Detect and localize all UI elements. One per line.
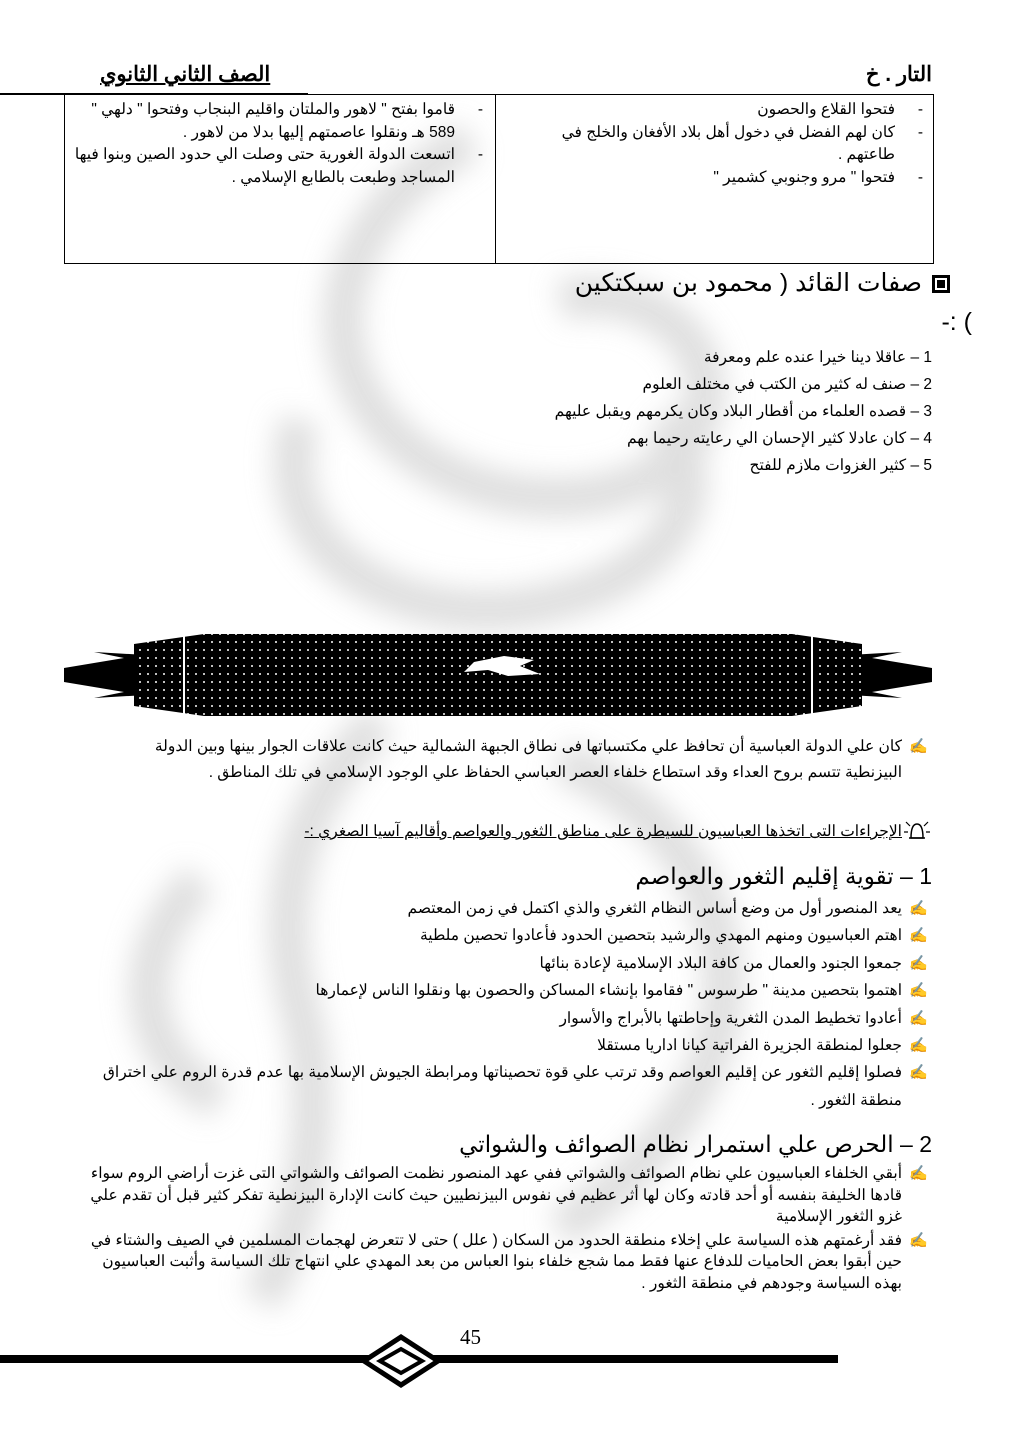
list-item: ✍ فصلوا إقليم الثغور عن إقليم العواصم وقد ترتب علي قوة تحصيناتها ومرابطة الجيوش الإسلامية بها عدم قدرة الروم علي اختراق منطقة الثغور .	[88, 1059, 928, 1114]
section2-heading: 2 – الحرص علي استمرار نظام الصوائف والشواتي	[459, 1131, 932, 1157]
list-item: ✍ يعد المنصور أول من وضع أساس النظام الثغري والذي اكتمل في زمن المعتصم	[88, 895, 928, 922]
pen-icon: ✍	[909, 1009, 928, 1027]
history-label: التار . خ	[865, 63, 932, 86]
square-bullet-icon	[932, 275, 950, 293]
pen-icon: ✍	[909, 1037, 928, 1055]
pen-icon: ✍	[909, 1165, 928, 1182]
trait-item: 2 – صنف له كثير من الكتب في مختلف العلوم	[642, 376, 932, 393]
list-item: - فتحوا " مرو وجنوبي كشمير "	[713, 168, 923, 186]
pen-icon: ✍	[909, 1064, 928, 1082]
pen-icon: ✍	[909, 954, 928, 972]
leader-heading-cont: ) :-	[941, 308, 972, 336]
list-item: ✍ جعلوا لمنطقة الجزيرة الفراتية كيانا اداريا مستقلا	[88, 1032, 928, 1059]
procedures-label: الإجراءات التى اتخذها العباسيون للسيطرة على مناطق الثغور والعواصم وأقاليم آسيا الصغري :-	[92, 820, 932, 844]
trait-item: 5 – كثير الغزوات ملازم للفتح	[749, 457, 932, 474]
leader-traits	[372, 344, 932, 479]
bell-icon	[902, 816, 932, 844]
list-item: - اتسعت الدولة الغورية حتى وصلت الي حدود الصين وبنوا فيها المساجد وطبعت بالطابع الإسلامي .	[74, 146, 483, 186]
list-item: ✍ أعادوا تخطيط المدن الثغرية وإحاطتها بالأبراج والأسوار	[88, 1005, 928, 1032]
list-item: - كان لهم الفضل في دخول أهل بلاد الأفغان والخلج في طاعتهم .	[561, 123, 923, 163]
list-item: ✍ أبقي الخلفاء العباسيون علي نظام الصوائف والشواتي ففي عهد المنصور نظمت الصوائف والشواتي التى غزت أراضي الروم سواء قادها الخليفة بنفسه أو أحد قادته وكان لها أثر عظيم في نفوس البيزنطيين حيث كانت الإدارة البيزنطية تفكر كثير قبل أن تقدم علي غزو الثغور الإسلامية	[90, 1165, 928, 1225]
table-cell-right	[513, 99, 925, 189]
bullet-row: ✍ كان علي الدولة العباسية أن تحافظ علي مكتسباتها فى نطاق الجبهة الشمالية حيث كانت علاقات الجوار بينها وبين الدولة البيزنطية تتسم بروح العداء وقد استطاع خلفاء العصر العباسي الحفاظ علي الوجود الإسلامي في تلك المناطق .	[148, 734, 928, 786]
pen-icon: ✍	[909, 982, 928, 1000]
dynasty-table	[64, 94, 934, 264]
pen-icon: ✍	[909, 927, 928, 945]
list-item: ✍ جمعوا الجنود والعمال من كافة البلاد الإسلامية لإعادة بنائها	[88, 950, 928, 977]
section1-list	[88, 895, 928, 1114]
section1-heading: 1 – تقوية إقليم الثغور والعواصم	[635, 863, 932, 889]
list-item: ✍ فقد أرغمتهم هذه السياسة علي إخلاء منطقة الحدود من السكان ( علل ) حتى لا تتعرض لهجمات المسلمين في الصيف والشتاء في حين أبقوا بعض الحاميات للدفاع عنها فقط مما شجع خلفاء بنوا العباس من بعد المهدي علي انتهاج تلك السياسة وأثبت العباسيون بهذه السياسة وجودهم في منطقة الثغور .	[90, 1231, 928, 1292]
table-divider	[495, 95, 496, 263]
list-item: ✍ اهتموا بتحصين مدينة " طرسوس " فقاموا بإنشاء المساكن والحصون بها ونقلوا الناس لإعمارها	[88, 977, 928, 1004]
pen-icon: ✍	[909, 738, 928, 755]
decorative-banner	[64, 630, 932, 720]
list-item: ✍ اهتم العباسيون ومنهم المهدي والرشيد بتحصين الحدود فأعادوا تحصين ملطية	[88, 922, 928, 949]
footer-ornament	[358, 1333, 444, 1389]
leader-heading: صفات القائد ( محمود بن سبكتكين	[430, 266, 950, 300]
trait-item: 1 – عاقلا دينا خيرا عنده علم ومعرفة	[703, 349, 932, 366]
list-item: - فتحوا القلاع والحصون	[757, 101, 923, 118]
table-cell-left	[71, 99, 485, 189]
trait-item: 4 – كان عادلا كثير الإحسان الي رعايته رحيما بهم	[626, 430, 932, 447]
pen-icon: ✍	[909, 1231, 928, 1249]
pen-icon: ✍	[909, 900, 928, 917]
subject-title: الصف الثاني الثانوي	[100, 63, 271, 86]
trait-item: 3 – قصده العلماء من أقطار البلاد وكان يكرمهم ويقبل عليهم	[554, 403, 932, 420]
section2-list	[88, 1163, 928, 1296]
intro-paragraph	[148, 734, 928, 786]
page-number: 45	[460, 1325, 481, 1349]
list-item: - قاموا بفتح " لاهور والملتان واقليم البنجاب وفتحوا " دلهي " 589 هـ ونقلوا عاصمتهم إليها بدلا من لاهور .	[91, 101, 483, 141]
